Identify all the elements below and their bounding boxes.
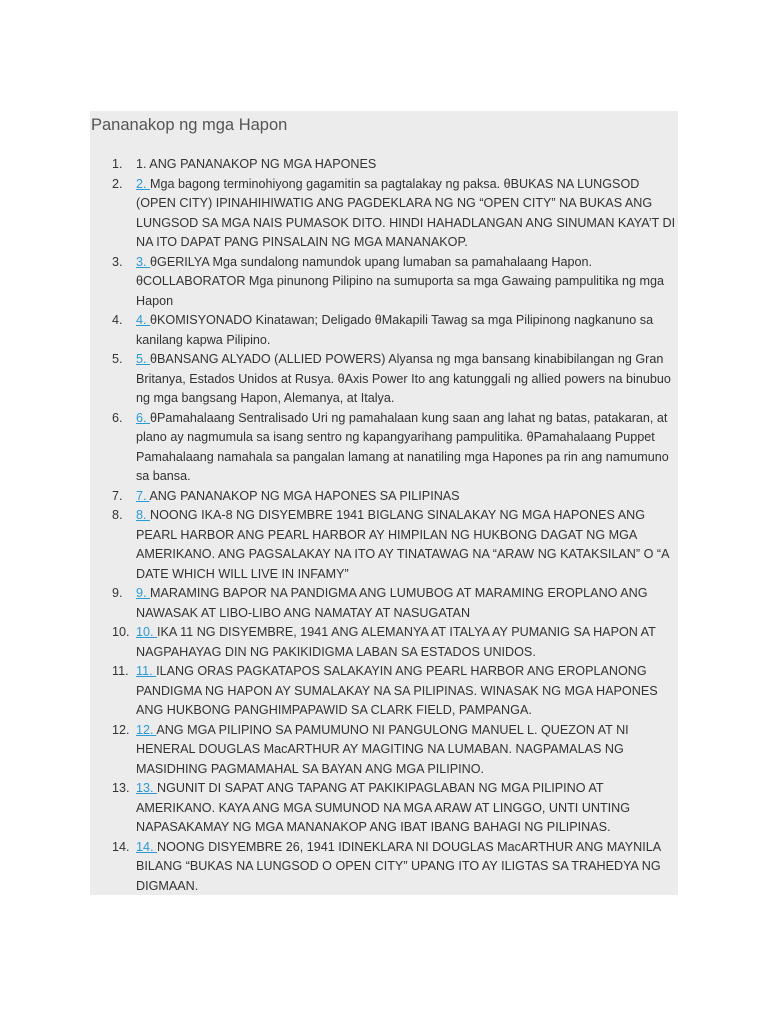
- item-list: [112, 155, 678, 896]
- list-item-text: ANG PANANAKOP NG MGA HAPONES SA PILIPINAS: [149, 488, 460, 503]
- list-item-number: 14.: [112, 839, 130, 854]
- list-item-text: θPamahalaang Sentralisado Uri ng pamahalaan kung saan ang lahat ng batas, patakaran, at plano ay nagmumula sa isang sentro ng kapangyarihang pampulitika. θPamahalaang Puppet Pamahalaang namahala sa pangalan lamang at nanatiling mga Hapones pa rin ang namumuno sa bansa.: [136, 410, 669, 483]
- list-item-text: 1. ANG PANANAKOP NG MGA HAPONES: [136, 157, 377, 171]
- list-item-body: [136, 175, 678, 253]
- list-item-body: [136, 584, 678, 623]
- list-item: [112, 350, 678, 409]
- list-item: [112, 584, 678, 623]
- list-item-link[interactable]: 3.: [136, 254, 151, 269]
- list-item-number: 10.: [112, 625, 130, 639]
- list-item: [112, 838, 678, 897]
- list-item-number: 9.: [112, 586, 123, 600]
- list-item-body: [136, 662, 678, 721]
- list-item-text: NGUNIT DI SAPAT ANG TAPANG AT PAKIKIPAGLABAN NG MGA PILIPINO AT AMERIKANO. KAYA ANG MGA SUMUNOD NA MGA ARAW AT LINGGO, UNTI UNTING NAPASAKAMAY NG MGA MANANAKOP ANG IBAT IBANG BAHAGI NG PILIPINAS.: [136, 781, 631, 834]
- list-item-body: [136, 155, 678, 175]
- list-item-link[interactable]: 13.: [136, 781, 158, 795]
- list-item-link[interactable]: 7.: [136, 488, 150, 503]
- list-item-link[interactable]: 14.: [136, 839, 158, 854]
- list-item-body: [136, 409, 678, 487]
- list-item: [112, 253, 678, 312]
- list-item-body: [136, 311, 678, 350]
- list-item-link[interactable]: 11.: [136, 664, 157, 678]
- list-item-link[interactable]: 5.: [136, 352, 151, 366]
- list-item: [112, 721, 678, 780]
- list-item-number: 7.: [112, 488, 123, 503]
- page-title: Pananakop ng mga Hapon: [91, 116, 288, 134]
- list-item: [112, 623, 678, 662]
- list-item: [112, 506, 678, 584]
- list-item: [112, 155, 678, 175]
- list-item-text: NOONG IKA-8 NG DISYEMBRE 1941 BIGLANG SINALAKAY NG MGA HAPONES ANG PEARL HARBOR ANG PEARL HARBOR AY HIMPILAN NG HUKBONG DAGAT NG MGA AMERIKANO. ANG PAGSALAKAY NA ITO AY TINATAWAG NA “ARAW NG KATAKSILAN” O “A DATE WHICH WILL LIVE IN INFAMY”: [136, 508, 669, 581]
- list-item-number: 8.: [112, 508, 123, 522]
- list-item-body: [136, 487, 678, 507]
- list-item-text: MARAMING BAPOR NA PANDIGMA ANG LUMUBOG AT MARAMING EROPLANO ANG NAWASAK AT LIBO-LIBO ANG NAMATAY AT NASUGATAN: [136, 586, 648, 620]
- list-item: [112, 175, 678, 253]
- list-item: [112, 409, 678, 487]
- list-item-number: 3.: [112, 254, 123, 269]
- list-item-text: Mga bagong terminohiyong gagamitin sa pagtalakay ng paksa. θBUKAS NA LUNGSOD (OPEN CITY) IPINAHIHIWATIG ANG PAGDEKLARA NG NG “OPEN CITY” NA BUKAS ANG LUNGSOD SA MGA NAIS PUMASOK DITO. HINDI HAHADLANGAN ANG SINUMAN KAYA’T DI NA ITO DAPAT PANG PINSALAIN NG MGA MANANAKOP.: [136, 176, 676, 249]
- list-item-number: 6.: [112, 410, 123, 425]
- list-item-body: [136, 350, 678, 409]
- list-item-number: 11.: [112, 664, 129, 678]
- list-item-body: [136, 779, 678, 838]
- list-item-link[interactable]: 4.: [136, 313, 151, 327]
- list-item-link[interactable]: 2.: [136, 176, 151, 191]
- list-item-number: 12.: [112, 722, 130, 737]
- list-item-body: [136, 623, 678, 662]
- list-item: [112, 487, 678, 507]
- list-item: [112, 662, 678, 721]
- list-item-text: ILANG ORAS PAGKATAPOS SALAKAYIN ANG PEARL HARBOR ANG EROPLANONG PANDIGMA NG HAPON AY SUMALAKAY NA SA PILIPINAS. WINASAK NG MGA HAPONES ANG HUKBONG PANGHIMPAPAWID SA CLARK FIELD, PAMPANGA.: [136, 664, 658, 717]
- list-item-text: NOONG DISYEMBRE 26, 1941 IDINEKLARA NI DOUGLAS MacARTHUR ANG MAYNILA BILANG “BUKAS NA LUNGSOD O OPEN CITY” UPANG ITO AY ILIGTAS SA TRAHEDYA NG DIGMAAN.: [136, 839, 661, 893]
- list-item-body: [136, 721, 678, 780]
- list-item-number: 2.: [112, 176, 123, 191]
- list-item-body: [136, 506, 678, 584]
- list-item-number: 13.: [112, 781, 130, 795]
- list-item-text: ANG MGA PILIPINO SA PAMUMUNO NI PANGULONG MANUEL L. QUEZON AT NI HENERAL DOUGLAS MacARTHUR AY MAGITING NA LUMABAN. NAGPAMALAS NG MASIDHING PAGMAMAHAL SA BAYAN ANG MGA PILIPINO.: [136, 722, 629, 776]
- list-item: [112, 311, 678, 350]
- list-item-number: 5.: [112, 352, 123, 366]
- list-item-number: 1.: [112, 157, 123, 171]
- list-item-text: θGERILYA Mga sundalong namundok upang lumaban sa pamahalaang Hapon. θCOLLABORATOR Mga pinunong Pilipino na sumuporta sa mga Gawaing pampulitika ng mga Hapon: [136, 254, 665, 308]
- list-item-number: 4.: [112, 313, 123, 327]
- list-item-link[interactable]: 8.: [136, 508, 151, 522]
- list-item-link[interactable]: 6.: [136, 410, 151, 425]
- list-item-body: [136, 253, 678, 312]
- list-item-text: IKA 11 NG DISYEMBRE, 1941 ANG ALEMANYA AT ITALYA AY PUMANIG SA HAPON AT NAGPAHAYAG DIN NG PAKIKIDIGMA LABAN SA ESTADOS UNIDOS.: [136, 625, 656, 659]
- list-item-text: θBANSANG ALYADO (ALLIED POWERS) Alyansa ng mga bansang kinabibilangan ng Gran Britanya, Estados Unidos at Rusya. θAxis Power Ito ang katunggali ng allied powers na binubuo ng mga bangsang Hapon, Alemanya, at Italya.: [136, 352, 671, 405]
- list-item-body: [136, 838, 678, 897]
- list-item-link[interactable]: 9.: [136, 586, 151, 600]
- list-item-link[interactable]: 12.: [136, 722, 157, 737]
- list-item-link[interactable]: 10.: [136, 625, 158, 639]
- list-item-text: θKOMISYONADO Kinatawan; Deligado θMakapili Tawag sa mga Pilipinong nagkanuno sa kanilang kapwa Pilipino.: [136, 313, 654, 347]
- list-item: [112, 779, 678, 838]
